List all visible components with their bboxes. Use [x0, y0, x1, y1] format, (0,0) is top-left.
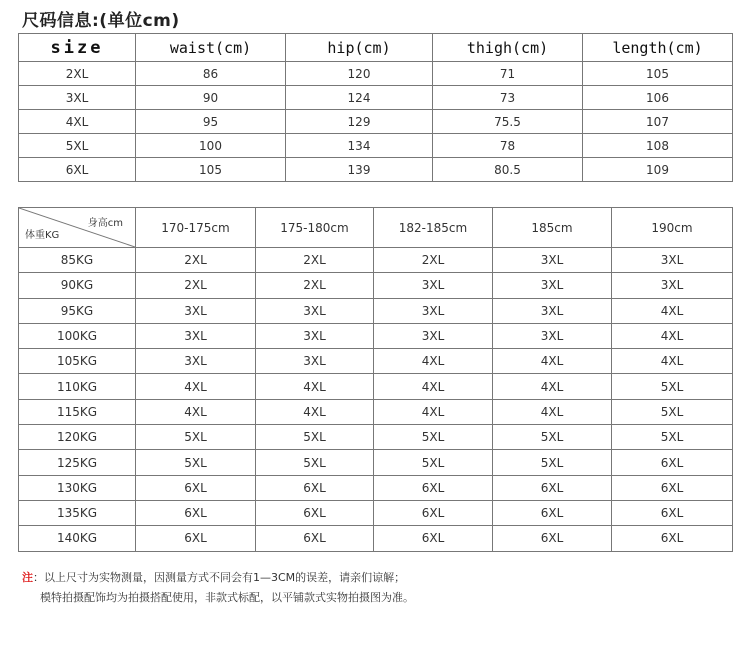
table-cell: 139	[286, 158, 433, 182]
table-row	[19, 374, 733, 399]
size-cell: 4XL	[493, 374, 612, 399]
size-table-header-row	[19, 34, 733, 62]
table-cell: 5XL	[19, 134, 136, 158]
size-cell: 6XL	[136, 500, 256, 525]
size-cell: 3XL	[612, 273, 733, 298]
table-cell: 124	[286, 86, 433, 110]
table-row	[19, 62, 733, 86]
size-cell: 4XL	[374, 399, 493, 424]
note-mark: 注	[22, 571, 33, 584]
size-cell: 6XL	[612, 526, 733, 551]
weight-cell: 140KG	[19, 526, 136, 551]
weight-cell: 90KG	[19, 273, 136, 298]
size-cell: 6XL	[374, 500, 493, 525]
size-cell: 3XL	[493, 248, 612, 273]
size-cell: 5XL	[136, 425, 256, 450]
size-cell: 4XL	[256, 374, 374, 399]
size-cell: 3XL	[256, 323, 374, 348]
size-cell: 3XL	[136, 298, 256, 323]
note-line-1	[22, 569, 405, 585]
size-cell: 6XL	[374, 475, 493, 500]
table-cell: 108	[583, 134, 733, 158]
table-row	[19, 86, 733, 110]
table-row	[19, 526, 733, 551]
size-cell: 3XL	[136, 349, 256, 374]
size-cell: 2XL	[136, 248, 256, 273]
size-cell: 3XL	[493, 273, 612, 298]
size-cell: 5XL	[493, 425, 612, 450]
table-cell: 129	[286, 110, 433, 134]
size-cell: 4XL	[374, 349, 493, 374]
size-cell: 6XL	[612, 500, 733, 525]
table-cell: 4XL	[19, 110, 136, 134]
size-cell: 4XL	[493, 399, 612, 424]
table-row	[19, 475, 733, 500]
table-row	[19, 500, 733, 525]
size-cell: 3XL	[136, 323, 256, 348]
size-cell: 3XL	[374, 323, 493, 348]
table-cell: 80.5	[433, 158, 583, 182]
weight-cell: 120KG	[19, 425, 136, 450]
table-row	[19, 323, 733, 348]
table-cell: 78	[433, 134, 583, 158]
height-header-cell: 190cm	[612, 208, 733, 248]
table-row	[19, 425, 733, 450]
table-row	[19, 399, 733, 424]
size-cell: 3XL	[256, 349, 374, 374]
size-cell: 4XL	[136, 374, 256, 399]
size-cell: 5XL	[612, 374, 733, 399]
size-cell: 4XL	[136, 399, 256, 424]
table-cell: 105	[583, 62, 733, 86]
size-table-header-cell: length(cm)	[583, 34, 733, 62]
size-cell: 4XL	[612, 349, 733, 374]
note-line-2: 模特拍摄配饰均为拍摄搭配使用，非款式标配，以平铺款式实物拍摄图为准。	[40, 591, 414, 604]
size-cell: 6XL	[256, 500, 374, 525]
height-header-cell: 170-175cm	[136, 208, 256, 248]
size-cell: 6XL	[493, 475, 612, 500]
size-cell: 4XL	[493, 349, 612, 374]
size-cell: 5XL	[612, 425, 733, 450]
size-cell: 6XL	[374, 526, 493, 551]
size-cell: 3XL	[374, 298, 493, 323]
size-cell: 5XL	[256, 425, 374, 450]
size-cell: 5XL	[612, 399, 733, 424]
size-cell: 5XL	[493, 450, 612, 475]
weight-cell: 110KG	[19, 374, 136, 399]
table-cell: 100	[136, 134, 286, 158]
size-cell: 6XL	[136, 526, 256, 551]
size-cell: 4XL	[612, 298, 733, 323]
table-row	[19, 158, 733, 182]
table-cell: 107	[583, 110, 733, 134]
weight-cell: 100KG	[19, 323, 136, 348]
weight-axis-label: 体重KG	[25, 230, 60, 241]
note-text-1: ：以上尺寸为实物测量，因测量方式不同会有1—3CM的误差，请亲们谅解；	[33, 571, 406, 584]
size-cell: 6XL	[612, 475, 733, 500]
size-cell: 6XL	[136, 475, 256, 500]
size-cell: 5XL	[136, 450, 256, 475]
size-cell: 3XL	[493, 323, 612, 348]
size-cell: 3XL	[256, 298, 374, 323]
weight-cell: 95KG	[19, 298, 136, 323]
fit-table-header-row	[19, 208, 733, 248]
table-cell: 90	[136, 86, 286, 110]
height-header-cell: 185cm	[493, 208, 612, 248]
table-row	[19, 273, 733, 298]
table-cell: 120	[286, 62, 433, 86]
size-cell: 6XL	[493, 526, 612, 551]
table-cell: 2XL	[19, 62, 136, 86]
weight-cell: 105KG	[19, 349, 136, 374]
height-header-cell: 175-180cm	[256, 208, 374, 248]
table-cell: 106	[583, 86, 733, 110]
page-title: 尺码信息:(单位cm)	[22, 11, 180, 31]
table-cell: 134	[286, 134, 433, 158]
size-table	[18, 33, 733, 182]
size-cell: 2XL	[256, 273, 374, 298]
table-cell: 73	[433, 86, 583, 110]
weight-cell: 85KG	[19, 248, 136, 273]
size-cell: 4XL	[612, 323, 733, 348]
size-cell: 2XL	[136, 273, 256, 298]
size-cell: 2XL	[256, 248, 374, 273]
diagonal-header-cell	[19, 208, 136, 248]
size-cell: 5XL	[374, 425, 493, 450]
table-row	[19, 349, 733, 374]
table-cell: 86	[136, 62, 286, 86]
weight-cell: 130KG	[19, 475, 136, 500]
table-cell: 3XL	[19, 86, 136, 110]
size-cell: 6XL	[612, 450, 733, 475]
size-cell: 4XL	[374, 374, 493, 399]
size-cell: 6XL	[256, 475, 374, 500]
table-cell: 71	[433, 62, 583, 86]
table-cell: 109	[583, 158, 733, 182]
weight-cell: 125KG	[19, 450, 136, 475]
size-cell: 5XL	[256, 450, 374, 475]
table-row	[19, 110, 733, 134]
size-cell: 4XL	[256, 399, 374, 424]
fit-table	[18, 207, 733, 552]
height-axis-label: 身高cm	[87, 218, 123, 229]
table-row	[19, 248, 733, 273]
table-cell: 95	[136, 110, 286, 134]
table-cell: 75.5	[433, 110, 583, 134]
size-cell: 3XL	[493, 298, 612, 323]
size-cell: 5XL	[374, 450, 493, 475]
size-table-header-cell: thigh(cm)	[433, 34, 583, 62]
size-cell: 2XL	[374, 248, 493, 273]
size-table-header-cell: size	[19, 34, 136, 62]
table-cell: 105	[136, 158, 286, 182]
size-table-header-cell: hip(cm)	[286, 34, 433, 62]
height-header-cell: 182-185cm	[374, 208, 493, 248]
weight-cell: 135KG	[19, 500, 136, 525]
table-row	[19, 134, 733, 158]
table-cell: 6XL	[19, 158, 136, 182]
size-cell: 6XL	[493, 500, 612, 525]
table-row	[19, 450, 733, 475]
table-row	[19, 298, 733, 323]
size-cell: 3XL	[612, 248, 733, 273]
size-cell: 6XL	[256, 526, 374, 551]
weight-cell: 115KG	[19, 399, 136, 424]
size-cell: 3XL	[374, 273, 493, 298]
size-table-header-cell: waist(cm)	[136, 34, 286, 62]
